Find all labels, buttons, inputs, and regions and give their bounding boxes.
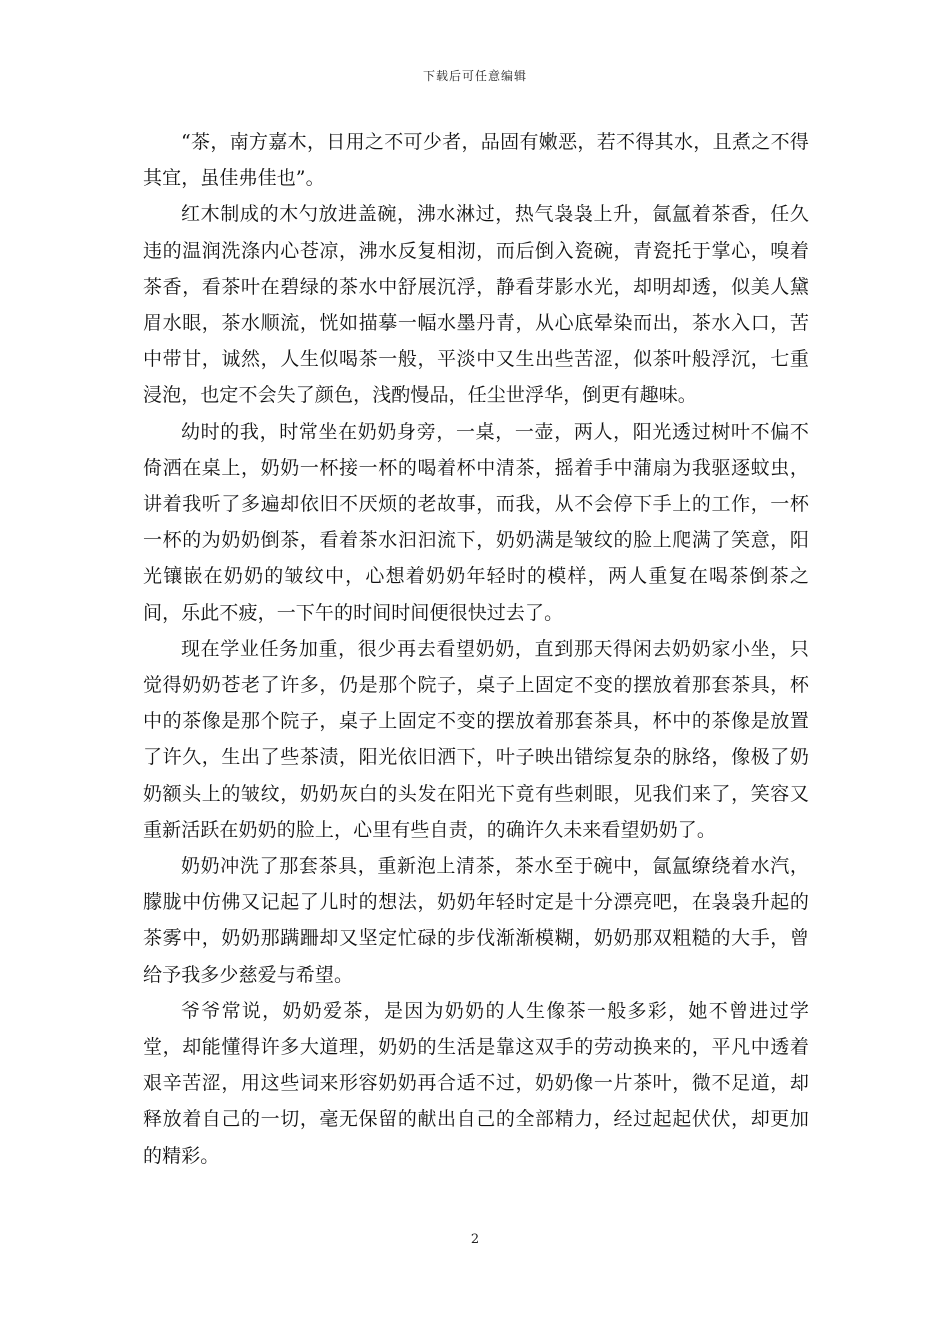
paragraph: 现在学业任务加重，很少再去看望奶奶，直到那天得闲去奶奶家小坐，只觉得奶奶苍老了许多，仍是那个院子，桌子上固定不变的摆放着那套茶具，杯中的茶像是那个院子，桌子上固定不变的摆放着那套茶具，杯中的茶像是放置了许久，生出了些茶渍，阳光依旧洒下，叶子映出错综复杂的脉络，像极了奶奶额头上的皱纹，奶奶灰白的头发在阳光下竟有些刺眼，见我们来了，笑容又重新活跃在奶奶的脸上，心里有些自责，的确许久未来看望奶奶了。 xyxy=(143,637,809,841)
paragraph: 幼时的我，时常坐在奶奶身旁，一桌，一壶，两人，阳光透过树叶不偏不倚洒在桌上，奶奶一杯接一杯的喝着杯中清茶，摇着手中蒲扇为我驱逐蚊虫，讲着我听了多遍却依旧不厌烦的老故事，而我，从不会停下手上的工作，一杯一杯的为奶奶倒茶，看着茶水汩汩流下，奶奶满是皱纹的脸上爬满了笑意，阳光镶嵌在奶奶的皱纹中，心想着奶奶年轻时的模样，两人重复在喝茶倒茶之间，乐此不疲，一下午的时间时间便很快过去了。 xyxy=(143,420,809,624)
document-body xyxy=(143,124,809,1174)
page-number: 2 xyxy=(470,1232,480,1247)
paragraph: 爷爷常说，奶奶爱茶，是因为奶奶的人生像茶一般多彩，她不曾进过学堂，却能懂得许多大道理，奶奶的生活是靠这双手的劳动换来的，平凡中透着艰辛苦涩，用这些词来形容奶奶再合适不过，奶奶像一片茶叶，微不足道，却释放着自己的一切，毫无保留的献出自己的全部精力，经过起起伏伏，却更加的精彩。 xyxy=(143,999,809,1167)
paragraph: 奶奶冲洗了那套茶具，重新泡上清茶，茶水至于碗中，氤氲缭绕着水汽，朦胧中仿佛又记起了儿时的想法，奶奶年轻时定是十分漂亮吧，在袅袅升起的茶雾中，奶奶那蹒跚却又坚定忙碌的步伐渐渐模糊，奶奶那双粗糙的大手，曾给予我多少慈爱与希望。 xyxy=(143,855,809,986)
page-header: 下载后可任意编辑 xyxy=(422,69,527,83)
paragraph: “茶，南方嘉木，日用之不可少者，品固有嫩恶，若不得其水，且煮之不得其宜，虽佳弗佳也”。 xyxy=(143,131,809,190)
paragraph: 红木制成的木勺放进盖碗，沸水淋过，热气袅袅上升，氤氲着茶香，任久违的温润洗涤内心苍凉，沸水反复相沏，而后倒入瓷碗，青瓷托于掌心，嗅着茶香，看茶叶在碧绿的茶水中舒展沉浮，静看芽影水光，却明却透，似美人黛眉水眼，茶水顺流，恍如描摹一幅水墨丹青，从心底晕染而出，茶水入口，苦中带甘，诚然，人生似喝茶一般，平淡中又生出些苦涩，似茶叶般浮沉，七重浸泡，也定不会失了颜色，浅酌慢品，任尘世浮华，倒更有趣味。 xyxy=(143,203,809,407)
